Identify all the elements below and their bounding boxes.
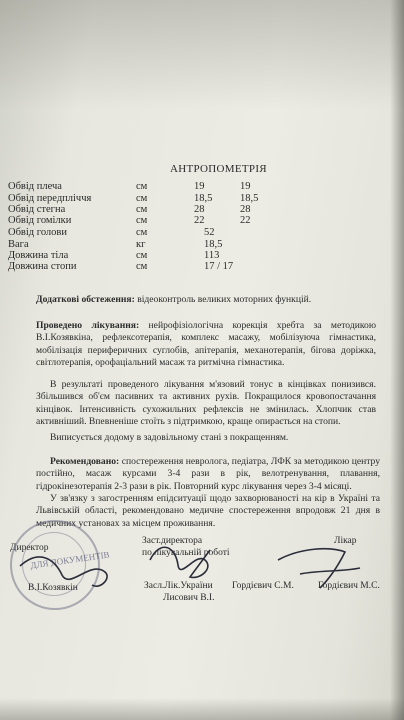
anthropometry-label: Довжина тіла	[8, 250, 69, 261]
deputy-signature	[150, 547, 210, 577]
deputy-title-line1: Заст.директора	[142, 536, 203, 546]
anthropometry-v2: 22	[240, 215, 251, 226]
page-edge-shadow	[390, 0, 404, 720]
anthropometry-v1: 18,5	[204, 239, 223, 250]
recommendations-warning: У зв'язку з загостренням епідситуації щодо захворюваності на кір в Україні та Львівській області, рекомендовано медичне спостереження впродовж 21 дня в медичних установах за місцем проживання.	[36, 493, 380, 529]
director-signature	[20, 557, 107, 586]
director-title: Директор	[10, 543, 49, 553]
treatment-label: Проведено лікування:	[36, 320, 140, 331]
anthropometry-v2: 19	[240, 181, 251, 192]
anthropometry-v1: 22	[194, 215, 205, 226]
treatment-text: нейрофізіологічна корекція хребта за методикою В.І.Козявкіна, рефлексотерапія, комплекс масажу, мобілізуюча гімнастика, мобілізація периферичних суглобів, апітерапія, механотерапія, бігова доріжка, світлотерапія, орофаціальний масаж та ритмічна гімнастика.	[36, 320, 376, 368]
anthropometry-v1: 19	[194, 181, 205, 192]
anthropometry-label: Довжина стопи	[8, 261, 77, 272]
anthropometry-unit: см	[136, 261, 148, 272]
anthropometry-v1: 17 / 17	[204, 261, 234, 272]
anthropometry-v2: 18,5	[240, 193, 259, 204]
anthropometry-unit: кг	[136, 239, 146, 250]
discharge-text: Виписується додому в задовільному стані з покращенням.	[50, 432, 289, 443]
lysovych-vi: Лисович В.І.	[163, 593, 215, 603]
page-bottom-shadow	[0, 698, 404, 720]
doctor-title: Лікар	[334, 536, 357, 546]
additional-exams-text: відеоконтроль великих моторних функцій.	[134, 294, 312, 305]
anthropometry-label: Обвід гомілки	[8, 215, 72, 226]
anthropometry-unit: см	[136, 215, 148, 226]
gordiievych-sm: Гордієвич С.М.	[232, 581, 294, 591]
recommendations-text: спостереження невролога, педіатра, ЛФК за методикою центру постійно, масаж курсами 3-4 рази в рік, велотренування, плавання, гідрокінезотерапія 2-3 рази в рік. Повторний курс лікування через 3-4 місяці.	[36, 456, 380, 492]
anthropometry-unit: см	[136, 181, 148, 192]
anthropometry-title: АНТРОПОМЕТРІЯ	[170, 163, 267, 175]
anthropometry-label: Обвід стегна	[8, 204, 66, 215]
recommendations-label: Рекомендовано:	[50, 456, 120, 467]
director-name: В.І.Козявкін	[28, 583, 78, 593]
anthropometry-v1: 113	[204, 250, 220, 261]
gordiievych-ms: Гордієвич М.С.	[318, 581, 380, 591]
stamp-text: ДЛЯ ДОКУМЕНТІВ	[29, 549, 111, 571]
honored-doctor-title: Засл.Лік.України	[144, 581, 213, 591]
anthropometry-v1: 28	[194, 204, 205, 215]
anthropometry-v1: 52	[204, 227, 215, 238]
anthropometry-v2: 28	[240, 204, 251, 215]
treatment-result: В результаті проведеного лікування м'язовий тонус в кінцівках понизився. Збільшився об'єм пасивних та активних рухів. Покращилося кровопостачання кінцівок. Інтенсивність сухожильних рефлексів не змінилась. Хлопчик став активніший. Впевненіше стоїть з підтримкою, краще опирається на стопи.	[36, 379, 376, 427]
anthropometry-label: Вага	[8, 239, 29, 250]
additional-exams-label: Додаткові обстеження:	[36, 294, 135, 305]
anthropometry-v1: 18,5	[194, 193, 213, 204]
anthropometry-label: Обвід голови	[8, 227, 67, 238]
anthropometry-unit: см	[136, 193, 148, 204]
deputy-title-line2: по лікувальній роботі	[142, 548, 230, 558]
anthropometry-unit: см	[136, 250, 148, 261]
anthropometry-label: Обвід плеча	[8, 181, 62, 192]
anthropometry-unit: см	[136, 204, 148, 215]
anthropometry-label: Обвід передпліччя	[8, 193, 92, 204]
anthropometry-unit: см	[136, 227, 148, 238]
doctor-signature	[278, 549, 360, 588]
